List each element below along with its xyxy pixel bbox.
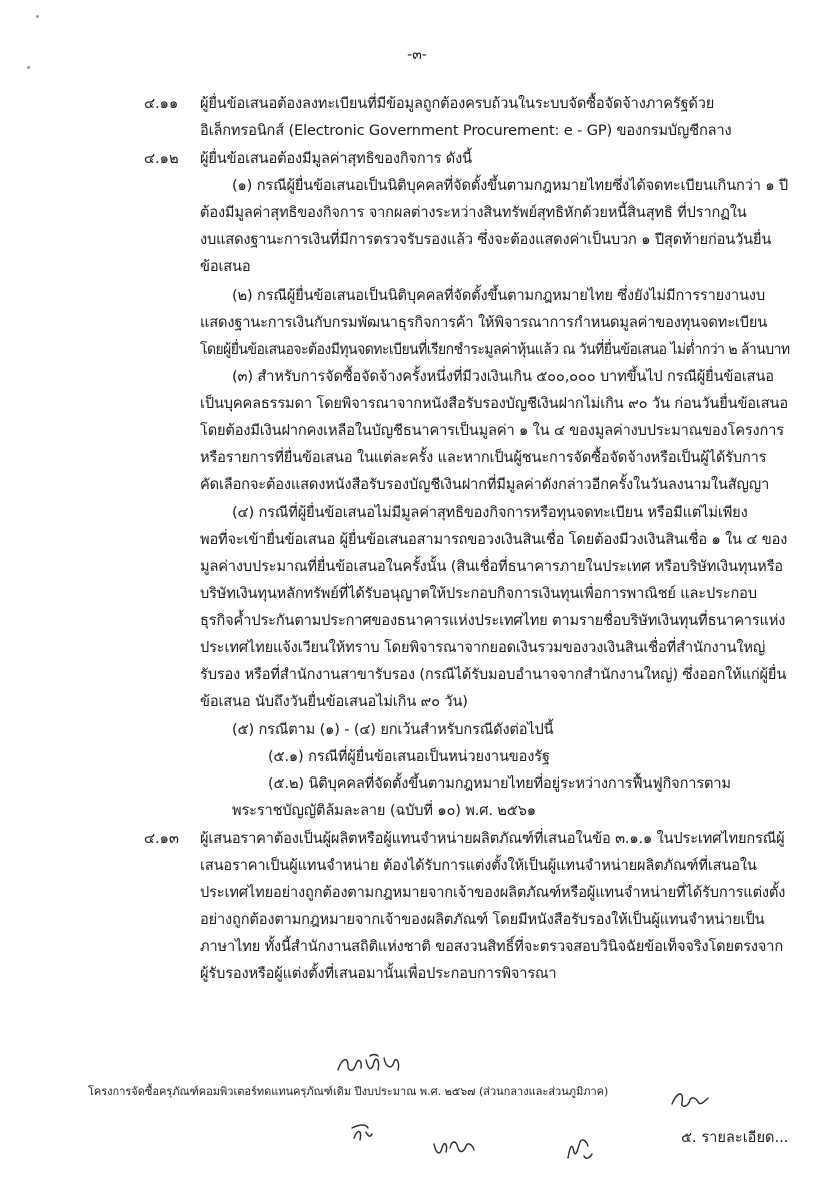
text-line: ข้อเสนอ — [200, 258, 251, 275]
text-line: โดยต้องมีเงินฝากคงเหลือในบัญชีธนาคารเป็นมูลค่า ๑ ใน ๔ ของมูลค่างบประมาณของโครงการ — [200, 422, 784, 439]
text-line: (๕.๒) นิติบุคคลที่จัดตั้งขึ้นตามกฎหมายไทยที่อยู่ระหว่างการฟื้นฟูกิจการตาม — [268, 775, 731, 792]
text-line: (๕) กรณีตาม (๑) - (๔) ยกเว้นสำหรับกรณีดังต่อไปนี้ — [232, 721, 554, 738]
text-line: (๑) กรณีผู้ยื่นข้อเสนอเป็นนิติบุคคลที่จัดตั้งขึ้นตามกฎหมายไทยซึ่งได้จดทะเบียนเกินกว่า ๑ ปี — [232, 177, 789, 194]
text-line: ผู้เสนอราคาต้องเป็นผู้ผลิตหรือผู้แทนจำหน่ายผลิตภัณฑ์ที่เสนอในข้อ ๓.๑.๑ ในประเทศไทยกรณีผู้ — [200, 830, 785, 847]
text-line: ธุรกิจค้ำประกันตามประกาศของธนาคารแห่งประเทศไทย ตามรายชื่อบริษัทเงินทุนที่ธนาคารแห่ง — [200, 612, 786, 629]
text-line: เสนอราคาเป็นผู้แทนจำหน่าย ต้องได้รับการแต่งตั้งให้เป็นผู้แทนจำหน่ายผลิตภัณฑ์ที่เสนอใน — [200, 857, 757, 874]
text-line: รับรอง หรือที่สำนักงานสาขารับรอง (กรณีได้รับมอบอำนาจจากสำนักงานใหญ่) ซึ่งออกให้แก่ผู้ยื่น — [200, 666, 787, 683]
next-page-reference: ๕. รายละเอียด... — [681, 1129, 789, 1146]
text-line: ประเทศไทยอย่างถูกต้องตามกฎหมายจากเจ้าของผลิตภัณฑ์หรือผู้แทนจำหน่ายที่ได้รับการแต่งตั้ง — [200, 884, 786, 901]
text-line: พอที่จะเข้ายื่นข้อเสนอ ผู้ยื่นข้อเสนอสามารถขอวงเงินสินเชื่อ โดยต้องมีวงเงินสินเชื่อ ๑ ใน ๔ ของ — [200, 531, 788, 548]
scan-speck — [27, 66, 30, 69]
text-line: หรือรายการที่ยื่นข้อเสนอ ในแต่ละครั้ง และหากเป็นผู้ชนะการจัดซื้อจัดจ้างหรือเป็นผู้ได้รับการ — [200, 449, 767, 466]
text-line: โดยผู้ยื่นข้อเสนอจะต้องมีทุนจดทะเบียนที่เรียกชำระมูลค่าหุ้นแล้ว ณ วันที่ยื่นข้อเสนอ ไม่ต่ำกว่า ๒ ล้านบาท — [200, 341, 790, 358]
signature-initials — [334, 1052, 406, 1078]
text-line: คัดเลือกจะต้องแสดงหนังสือรับรองบัญชีเงินฝากที่มีมูลค่าดังกล่าวอีกครั้งในวันลงนามในสัญญา — [200, 476, 770, 493]
text-line: (๒) กรณีผู้ยื่นข้อเสนอเป็นนิติบุคคลที่จัดตั้งขึ้นตามกฎหมายไทย ซึ่งยังไม่มีการรายงานงบ — [232, 287, 765, 304]
signature-mark — [430, 1134, 480, 1160]
text-line: ผู้ยื่นข้อเสนอต้องมีมูลค่าสุทธิของกิจการ ดังนี้ — [200, 150, 472, 167]
text-line: แสดงฐานะการเงินกับกรมพัฒนาธุรกิจการค้า ให้พิจารณาการกำหนดมูลค่าของทุนจดทะเบียน — [200, 314, 768, 331]
signature-mark — [668, 1088, 712, 1112]
section-number: ๔.๑๑ — [144, 95, 179, 112]
text-line: พระราชบัญญัติล้มละลาย (ฉบับที่ ๑๐) พ.ศ. ๒๕๖๑ — [232, 802, 536, 819]
scan-speck — [36, 15, 39, 18]
text-line: ผู้ยื่นข้อเสนอต้องลงทะเบียนที่มีข้อมูลถูกต้องครบถ้วนในระบบจัดซื้อจัดจ้างภาครัฐด้วย — [200, 95, 715, 112]
text-line: เป็นบุคคลธรรมดา โดยพิจารณาจากหนังสือรับรองบัญชีเงินฝากไม่เกิน ๙๐ วัน ก่อนวันยื่นข้อเสนอ — [200, 395, 788, 412]
page-number: -๓- — [407, 47, 427, 63]
section-number: ๔.๑๒ — [144, 150, 179, 167]
text-line: มูลค่างบประมาณที่ยื่นข้อเสนอในครั้งนั้น (สินเชื่อที่ธนาคารภายในประเทศ หรือบริษัทเงินทุนหรือ — [200, 558, 783, 575]
text-line: ผู้รับรองหรือผู้แต่งตั้งที่เสนอมานั้นเพื่อประกอบการพิจารณา — [200, 965, 557, 982]
text-line: ประเทศไทยแจ้งเวียนให้ทราบ โดยพิจารณาจากยอดเงินรวมของวงเงินสินเชื่อที่สำนักงานใหญ่ — [200, 639, 766, 656]
text-line: บริษัทเงินทุนหลักทรัพย์ที่ได้รับอนุญาตให้ประกอบกิจการเงินทุนเพื่อการพาณิชย์ และประกอบ — [200, 585, 757, 602]
text-line: (๓) สำหรับการจัดซื้อจัดจ้างครั้งหนึ่งที่มีวงเงินเกิน ๕๐๐,๐๐๐ บาทขึ้นไป กรณีผู้ยื่นข้อเสนอ — [232, 368, 774, 385]
footer-project-title: โครงการจัดซื้อครุภัณฑ์คอมพิวเตอร์ทดแทนครุภัณฑ์เดิม ปีงบประมาณ พ.ศ. ๒๕๖๗ (ส่วนกลางและส่วนภูมิภาค) — [88, 1085, 609, 1098]
section-number: ๔.๑๓ — [144, 830, 179, 847]
text-line: ภาษาไทย ทั้งนี้สำนักงานสถิติแห่งชาติ ขอสงวนสิทธิ์ที่จะตรวจสอบวินิจฉัยข้อเท็จจริงโดยตรงจาก — [200, 938, 784, 955]
text-line: ข้อเสนอ นับถึงวันยื่นข้อเสนอไม่เกิน ๙๐ วัน) — [200, 693, 468, 710]
text-line: (๕.๑) กรณีที่ผู้ยื่นข้อเสนอเป็นหน่วยงานของรัฐ — [268, 748, 550, 765]
signature-mark — [562, 1134, 596, 1164]
text-line: อิเล็กทรอนิกส์ (Electronic Government Procurement: e - GP) ของกรมบัญชีกลาง — [200, 122, 732, 139]
text-line: (๔) กรณีที่ผู้ยื่นข้อเสนอไม่มีมูลค่าสุทธิของกิจการหรือทุนจดทะเบียน หรือมีแต่ไม่เพียง — [232, 504, 748, 521]
signature-mark — [346, 1120, 376, 1146]
text-line: อย่างถูกต้องตามกฎหมายจากเจ้าของผลิตภัณฑ์ โดยมีหนังสือรับรองให้เป็นผู้แทนจำหน่ายเป็น — [200, 911, 765, 928]
text-line: งบแสดงฐานะการเงินที่มีการตรวจรับรองแล้ว ซึ่งจะต้องแสดงค่าเป็นบวก ๑ ปีสุดท้ายก่อนวันยื่น — [200, 231, 772, 248]
text-line: ต้องมีมูลค่าสุทธิของกิจการ จากผลต่างระหว่างสินทรัพย์สุทธิหักด้วยหนี้สินสุทธิ ที่ปรากฏใน — [200, 204, 747, 221]
